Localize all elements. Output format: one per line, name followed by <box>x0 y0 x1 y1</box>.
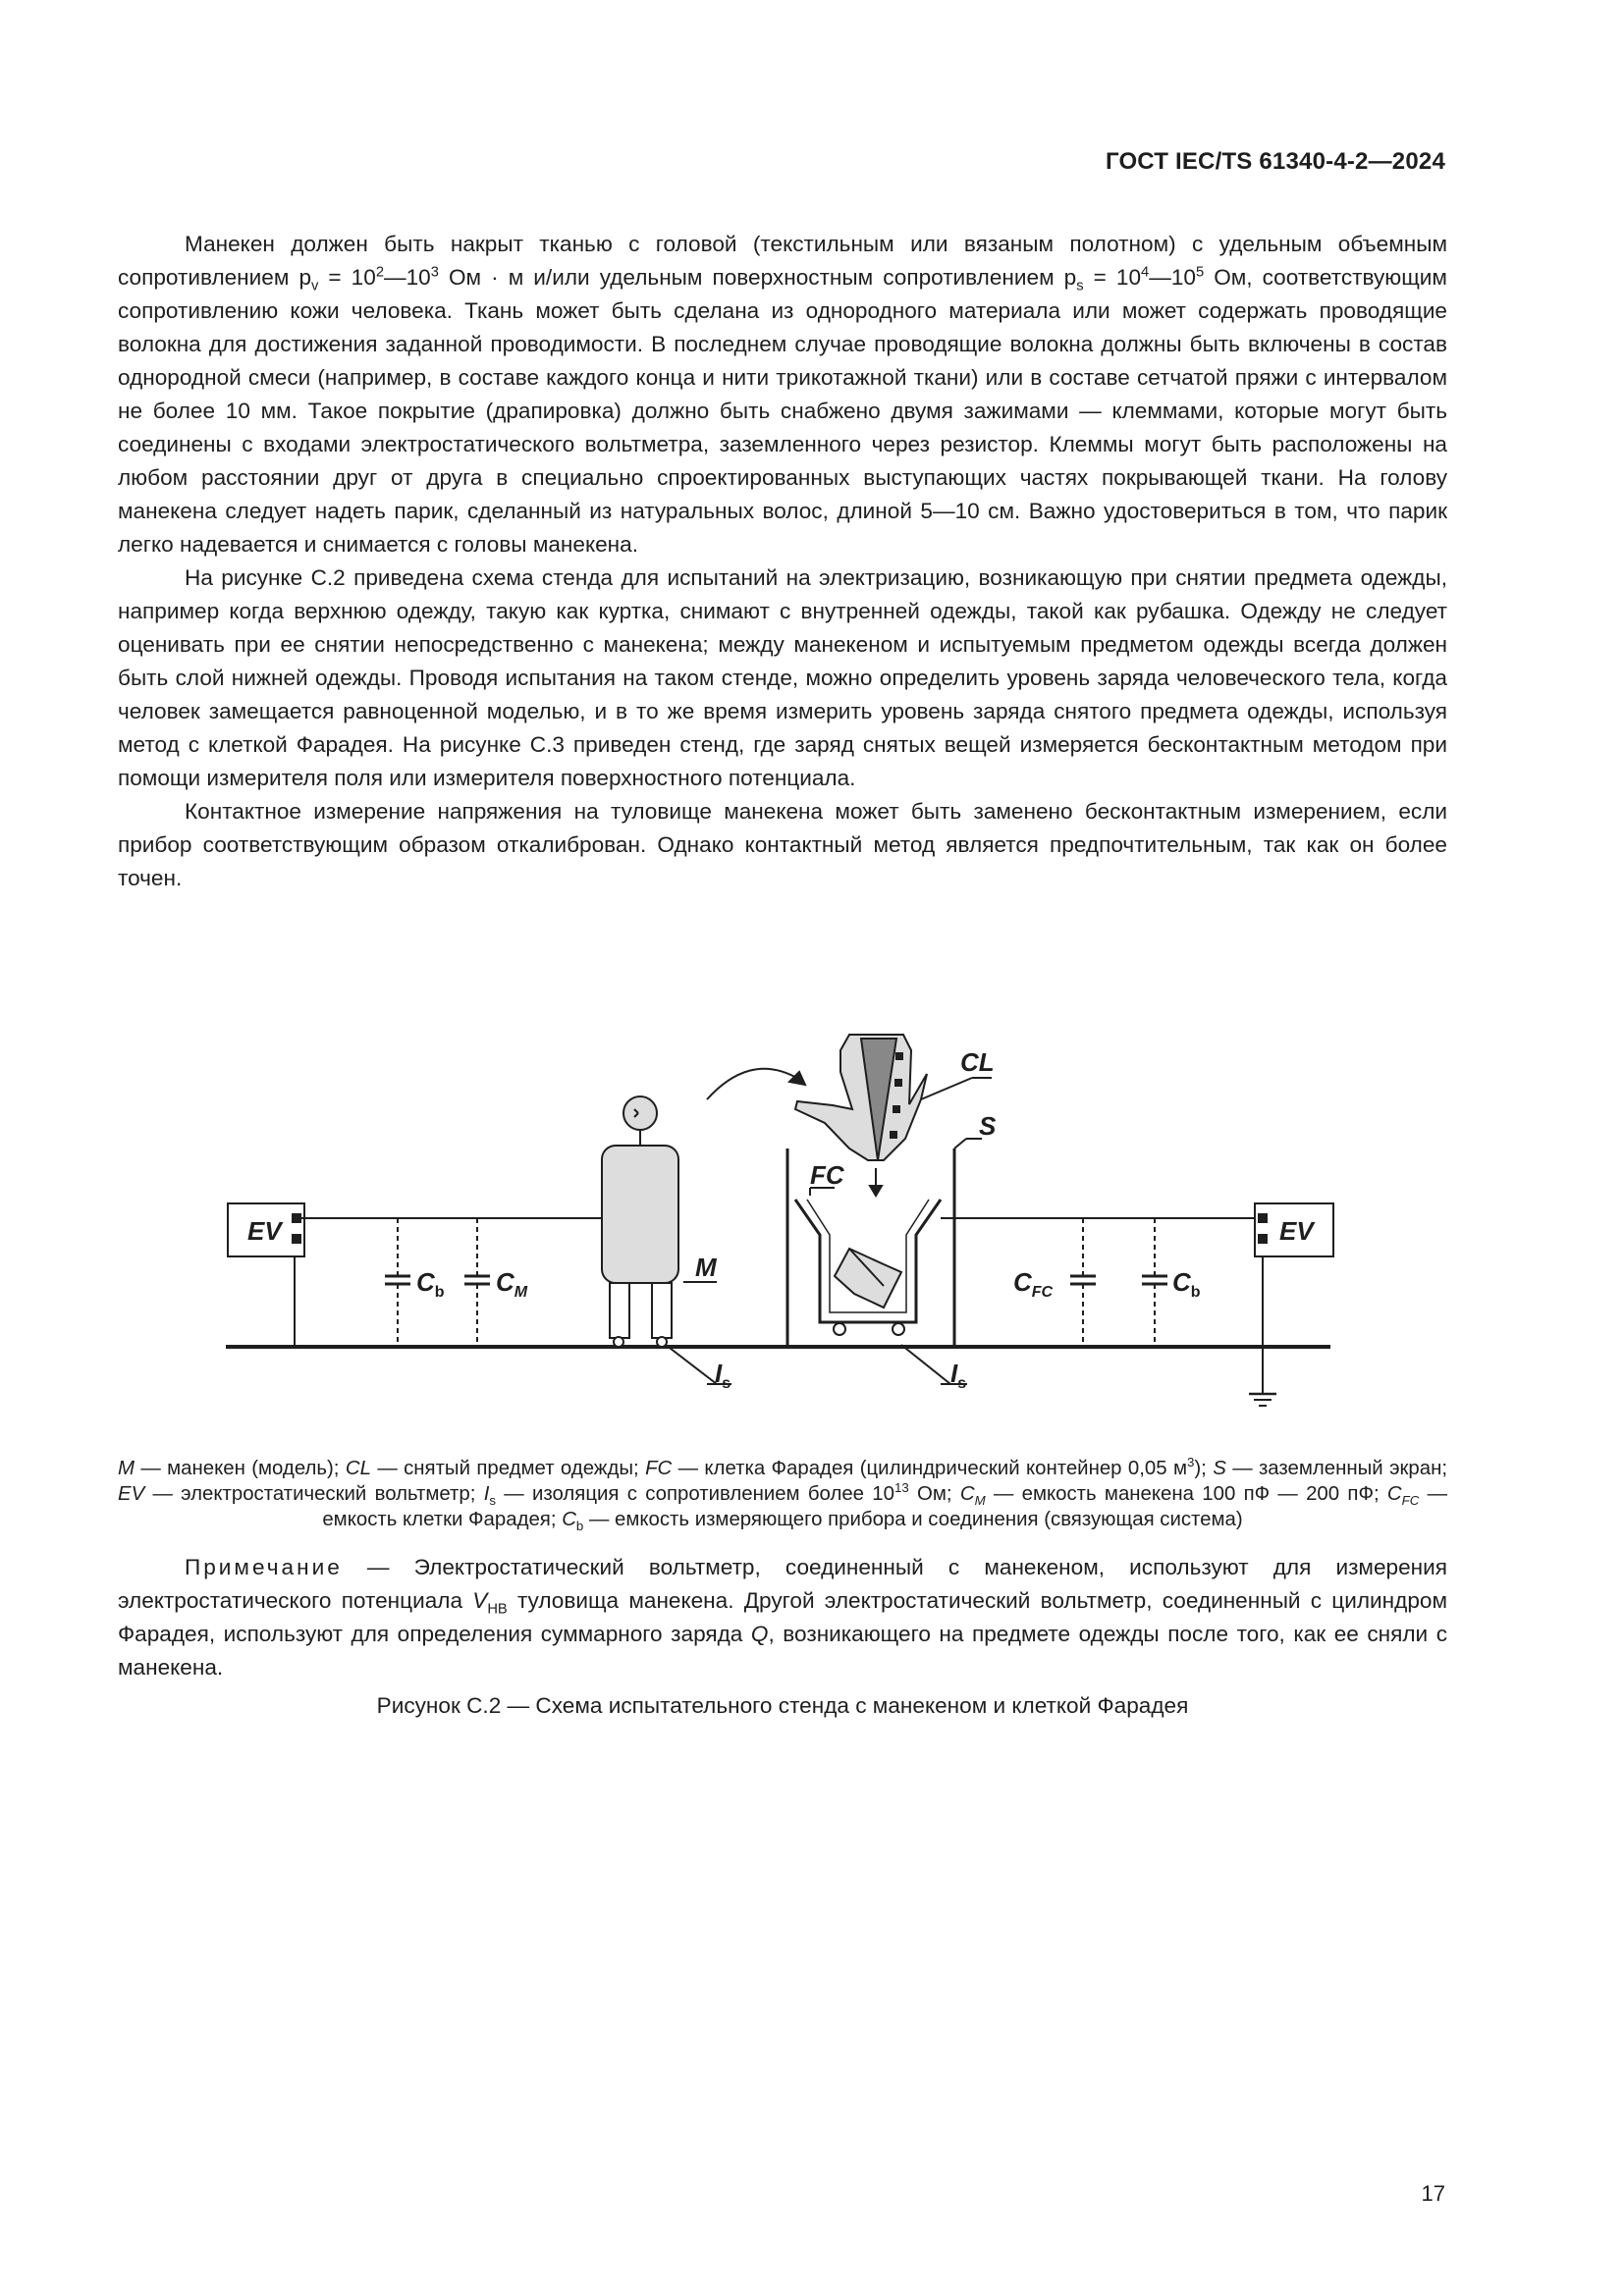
figure-legend <box>118 1456 1447 1532</box>
note-label: Примечание <box>185 1555 343 1579</box>
note-text: Примечание — Электростатический вольтметр, соединенный с манекеном, используют для измерения электростатического потенциала $V_{HB}$ туловища манекена. Другой электростатический вольтметр, соединенный с цилиндром Фарадея, используют для определения суммарного заряда Q, возникающего на предмете одежды после того, как ее сняли с манекена. <box>118 1555 1447 1680</box>
ev-left-label: EV <box>247 1216 282 1246</box>
faraday-cage <box>795 1200 941 1335</box>
fc-label: FC <box>810 1160 844 1190</box>
cb-right-label: $C_b$ <box>1172 1267 1201 1301</box>
ev-right-label: EV <box>1279 1216 1314 1246</box>
paragraph-1: Манекен должен быть накрыт тканью с головой (текстильным или вязаным полотном) с удельным объемным сопротивлением $p_v$ = $10^2—10^3$ Ом · м и/или удельным поверхностным сопротивлением $p_s$ = $10^4—10^5$ Ом, соответствующим сопротивлению кожи человека. Ткань может быть сделана из однородного материала или может содержать проводящие волокна для достижения заданной проводимости. В последнем случае проводящие волокна должны быть включены в состав однородной смеси (например, в составе каждого конца и нити трикотажной ткани) или в составе сетчатой пряжи с интервалом не более 10 мм. Такое покрытие (драпировка) должно быть снабжено двумя зажимами — клеммами, которые могут быть соединены с входами электростатического вольтметра, заземленного через резистор. Клеммы могут быть расположены на любом расстоянии друг от друга в специально спроектированных выступающих частях покрывающей ткани. На голову манекена следует надеть парик, сделанный из натуральных волос, длиной 5—10 см. Важно удостовериться в том, что парик легко надевается и снимается с головы манекена. <box>118 232 1447 557</box>
legend-text: M — манекен (модель); CL — снятый предмет одежды; FC — клетка Фарадея (цилиндрический контейнер 0,05 $м^3$); S — заземленный экран; EV — электростатический вольтметр; $I_s$ — изоляция с сопротивлением более $10^{13}$ Ом; $C_M$ — емкость манекена 100 пФ — 200 пФ; $C_{FC}$ — емкость клетки Фарадея; $C_b$ — емкость измеряющего прибора и соединения (связующая система) <box>118 1455 1448 1534</box>
is-left-label: $I_s$ <box>715 1359 731 1392</box>
is-right-label: $I_s$ <box>950 1359 967 1392</box>
figure-note <box>118 1551 1447 1684</box>
garment-removed <box>795 1035 927 1160</box>
mannequin <box>602 1096 678 1347</box>
page-number: 17 <box>1421 2181 1445 2206</box>
figure-caption: Рисунок С.2 — Схема испытательного стенда с манекеном и клеткой Фарадея <box>376 1693 1189 1718</box>
cm-label: $C_M$ <box>496 1267 528 1301</box>
s-label: S <box>979 1111 997 1141</box>
paragraph-2: На рисунке С.2 приведена схема стенда для испытаний на электризацию, возникающую при снятии предмета одежды, например когда верхнюю одежду, такую как куртка, снимают с внутренней одежды, такой как рубашка. Одежду не следует оценивать при ее снятии непосредственно с манекена; между манекеном и испытуемым предметом одежды всегда должен быть слой нижней одежды. Проводя испытания на таком стенде, можно определить уровень заряда человеческого тела, когда человек замещается равноценной моделью, и в то же время измерить уровень заряда снятого предмета одежды, используя метод с клеткой Фарадея. На рисунке С.3 приведен стенд, где заряд снятых вещей измеряется бесконтактным методом при помощи измерителя поля или измерителя поверхностного потенциала. <box>118 565 1447 790</box>
body-text <box>118 228 1447 895</box>
m-label: M <box>695 1253 717 1282</box>
paragraph-3: Контактное измерение напряжения на туловище манекена может быть заменено бесконтактным измерением, если прибор соответствующим образом откалиброван. Однако контактный метод является предпочтительным, так как он более точен. <box>118 799 1447 890</box>
cb-left-label: $C_b$ <box>416 1267 445 1301</box>
cl-label: CL <box>960 1047 995 1077</box>
cfc-label: $C_{FC}$ <box>1013 1267 1054 1301</box>
document-header: ГОСТ IEC/TS 61340-4-2—2024 <box>1105 148 1445 175</box>
test-stand-diagram <box>196 991 1365 1423</box>
